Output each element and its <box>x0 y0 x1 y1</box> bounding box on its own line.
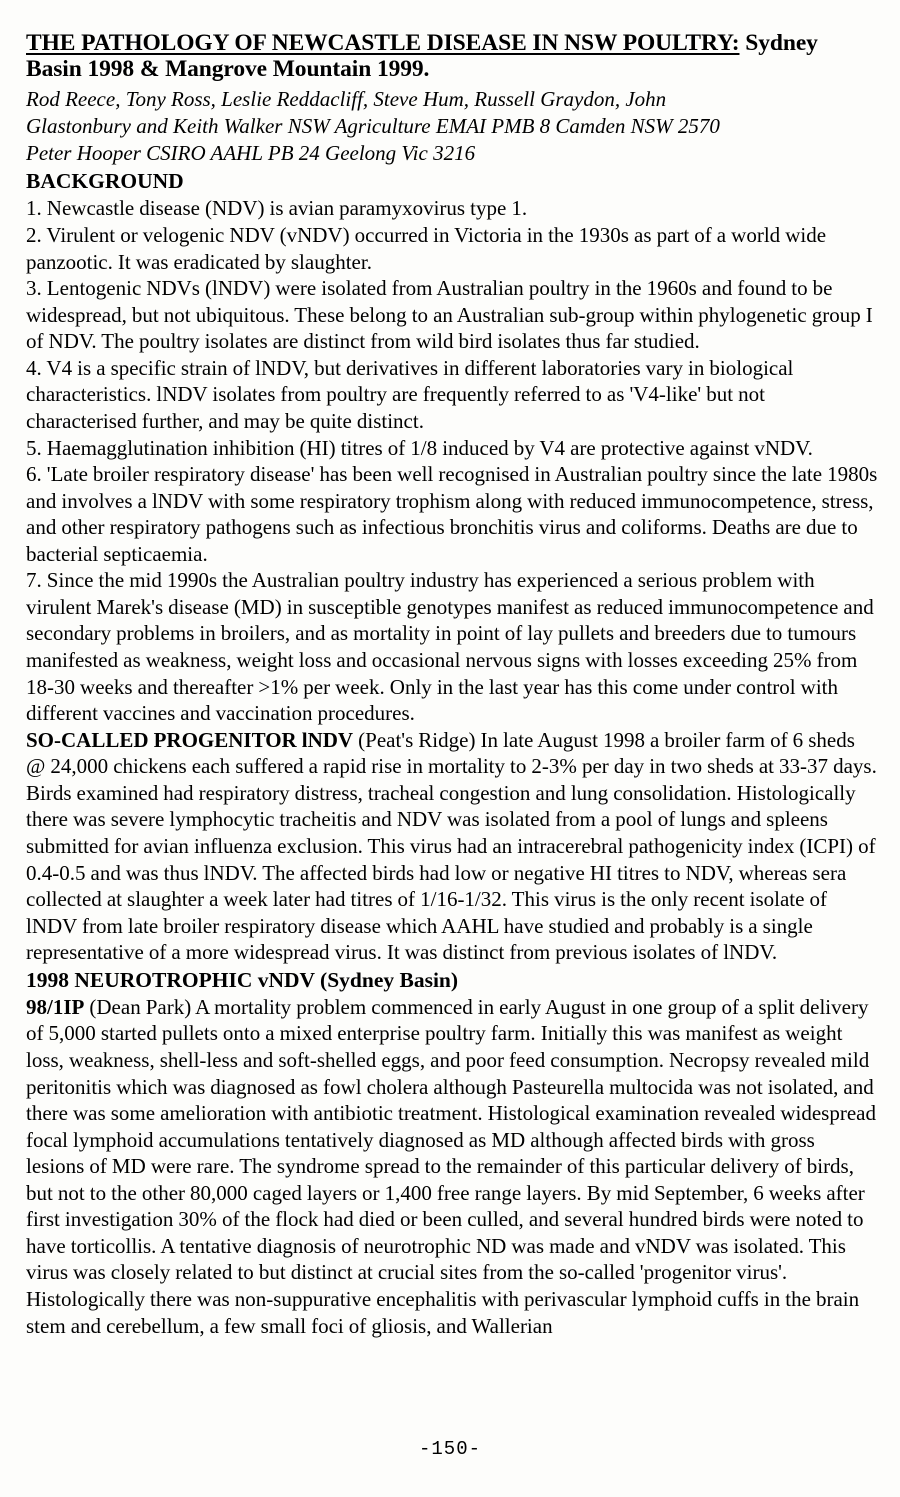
background-item-3: 3. Lentogenic NDVs (lNDV) were isolated from Australian poultry in the 1960s and found to be widespread, but not ubiquitous. These belong to an Australian sub-group within phylogenetic group I of NDV. The poultry isolates are distinct from wild bird isolates thus far studied. <box>26 276 873 354</box>
author-line-1: Rod Reece, Tony Ross, Leslie Reddacliff, Steve Hum, Russell Graydon, John <box>26 86 667 111</box>
page-title-line2: Basin 1998 & Mangrove Mountain 1999. <box>26 56 430 83</box>
background-item-7: 7. Since the mid 1990s the Australian poultry industry has experienced a serious problem with virulent Marek's disease (MD) in susceptible genotypes manifest as reduced immunocompetence and secondary problems in broilers, and as mortality in point of lay pullets and breeders due to tumours manifested as weakness, weight loss and occasional nervous signs with losses exceeding 25% from 18-30 weeks and thereafter >1% per week. Only in the last year has this come under control with different vaccines and vaccination procedures. <box>26 568 874 726</box>
background-item-2: 2. Virulent or velogenic NDV (vNDV) occurred in Victoria in the 1930s as part of a world wide panzootic. It was eradicated by slaughter. <box>26 223 827 274</box>
page-content <box>26 30 878 1339</box>
page-number: -150- <box>418 1438 481 1460</box>
progenitor-run-in-heading: SO-CALLED PROGENITOR lNDV <box>26 727 354 752</box>
background-item-6: 6. 'Late broiler respiratory disease' has been well recognised in Australian poultry since the late 1980s and involves a lNDV with some respiratory trophism along with reduced immunocompetence, stress, and other respiratory pathogens such as infectious bronchitis virus and coliforms. Deaths are due to bacterial septicaemia. <box>26 462 878 566</box>
section-heading-background: BACKGROUND <box>26 169 184 194</box>
page-title-main: THE PATHOLOGY OF NEWCASTLE DISEASE IN NSW POULTRY: <box>26 30 740 56</box>
author-line-2: Glastonbury and Keith Walker NSW Agriculture EMAI PMB 8 Camden NSW 2570 <box>26 113 720 138</box>
neurotrophic-body-text: (Dean Park) A mortality problem commenced in early August in one group of a split delivery of 5,000 started pullets onto a mixed enterprise poultry farm. Initially this was manifest as weight loss, weakness, shell-less and soft-shelled eggs, and poor feed consumption. Necropsy revealed mild peritonitis which was diagnosed as fowl cholera although Pasteurella multocida was not isolated, and there was some amelioration with antibiotic treatment. Histological examination revealed widespread focal lymphoid accumulations tentatively diagnosed as MD although affected birds with gross lesions of MD were rare. The syndrome spread to the remainder of this particular delivery of birds, but not to the other 80,000 caged layers or 1,400 free range layers. By mid September, 6 weeks after first investigation 30% of the flock had died or been culled, and several hundred birds were noted to have torticollis. A tentative diagnosis of neurotrophic ND was made and vNDV was isolated. This virus was closely related to but distinct at crucial sites from the so-called 'progenitor virus'. Histologically there was non-suppurative encephalitis with perivascular lymphoid cuffs in the brain stem and cerebellum, a few small foci of gliosis, and Wallerian <box>26 994 876 1338</box>
background-item-4: 4. V4 is a specific strain of lNDV, but derivatives in different laboratories vary in biological characteristics. lNDV isolates from poultry are frequently referred to as 'V4-like' but not characterised further, and may be quite distinct. <box>26 355 794 433</box>
progenitor-body-text: (Peat's Ridge) In late August 1998 a broiler farm of 6 sheds @ 24,000 chickens each suffered a rapid rise in mortality to 2-3% per day in two sheds at 33-37 days. Birds examined had respiratory distress, tracheal congestion and lung consolidation. Histologically there was severe lymphocytic tracheitis and NDV was isolated from a pool of lungs and spleens submitted for avian influenza exclusion. This virus had an intracerebral pathogenicity index (ICPI) of 0.4-0.5 and was thus lNDV. The affected birds had low or negative HI titres to NDV, whereas sera collected at slaughter a week later had titres of 1/16-1/32. This virus is the only recent isolate of lNDV from late broiler respiratory disease which AAHL have studied and probably is a single representative of a more widespread virus. It was distinct from previous isolates of lNDV. <box>26 727 877 965</box>
page-title-tail: Sydney <box>739 30 818 56</box>
section-heading-neurotrophic: 1998 NEUROTROPHIC vNDV (Sydney Basin) <box>26 967 459 992</box>
background-item-5: 5. Haemagglutination inhibition (HI) titres of 1/8 induced by V4 are protective against vNDV. <box>26 435 813 460</box>
author-line-3: Peter Hooper CSIRO AAHL PB 24 Geelong Vic 3216 <box>26 141 476 166</box>
page-title <box>26 30 878 84</box>
progenitor-paragraph <box>26 727 878 966</box>
author-block <box>26 86 878 168</box>
neurotrophic-run-in-heading: 98/1IP <box>26 994 85 1019</box>
background-item-1: 1. Newcastle disease (NDV) is avian paramyxovirus type 1. <box>26 196 528 221</box>
neurotrophic-paragraph <box>26 994 878 1339</box>
